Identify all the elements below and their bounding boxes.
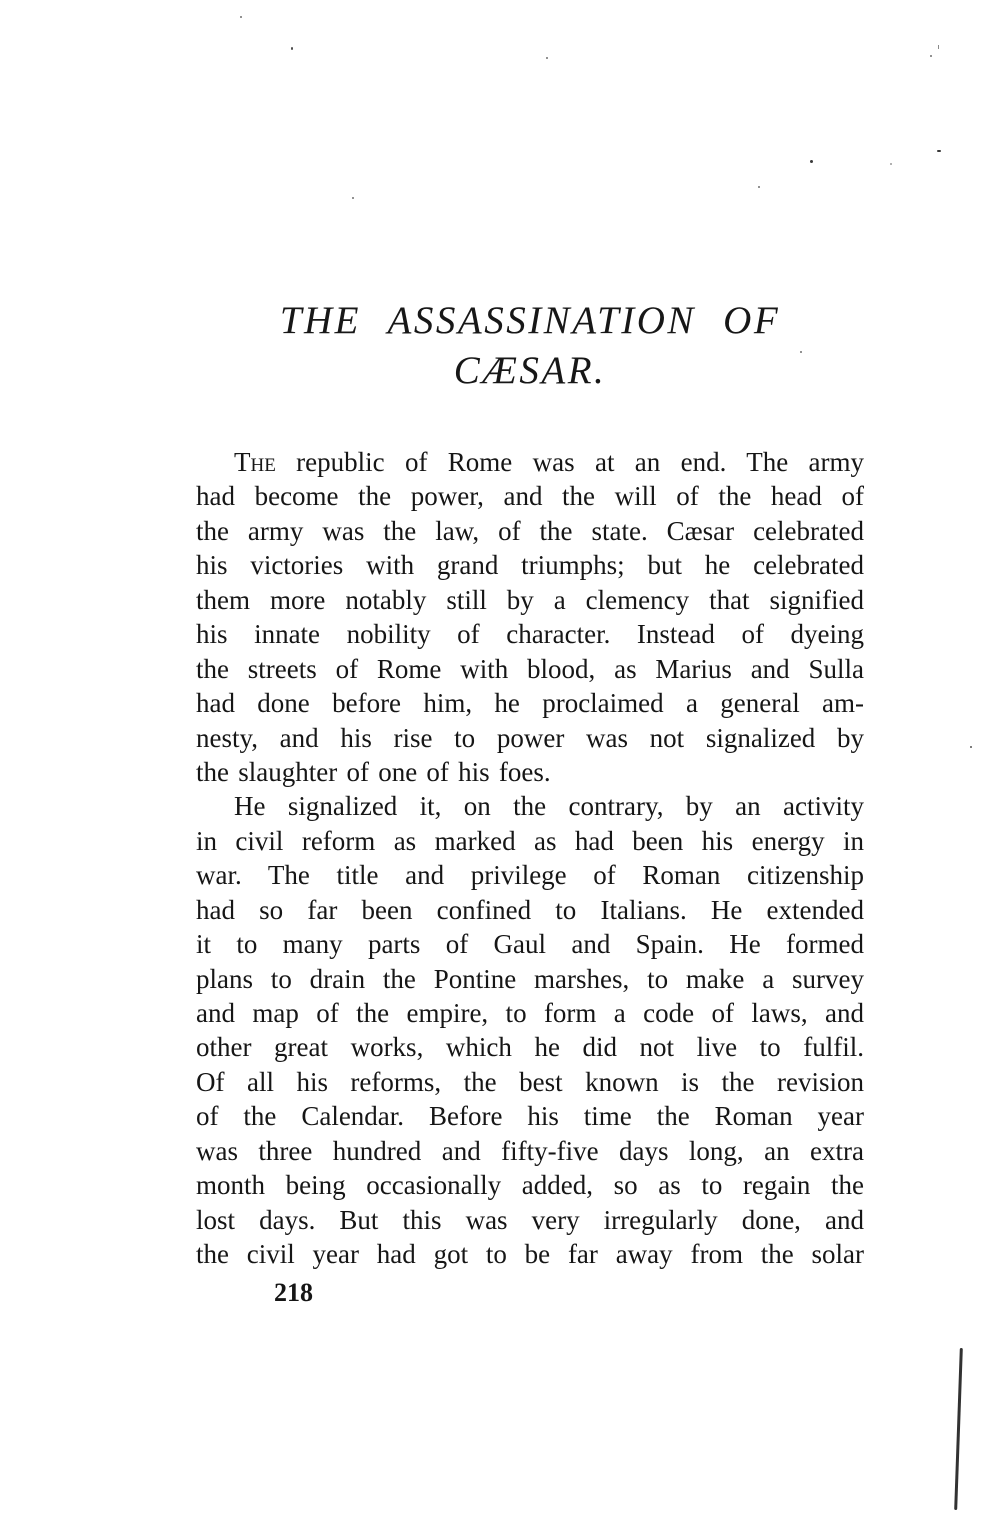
body-text (196, 445, 864, 1272)
text-line: had so far been confined to Italians. He extended (196, 894, 864, 925)
chapter-title-line1: THE ASSASSINATION OF (279, 299, 781, 342)
scan-artifact-line (954, 1348, 962, 1510)
scan-speck (240, 16, 242, 18)
scan-speck (291, 47, 293, 50)
scan-speck (938, 45, 939, 49)
text-line: it to many parts of Gaul and Spain. He formed (196, 929, 864, 960)
text-line: Of all his reforms, the best known is the revision (196, 1066, 864, 1097)
text-line: his innate nobility of character. Instead of dyeing (196, 619, 864, 650)
text-line: them more notably still by a clemency that signified (196, 584, 864, 615)
text-line (196, 445, 864, 479)
scan-speck (937, 150, 941, 152)
text-line: lost days. But this was very irregularly done, and (196, 1204, 864, 1235)
text-line: his victories with grand triumphs; but he celebrated (196, 550, 864, 581)
text-line: in civil reform as marked as had been his energy in (196, 825, 864, 856)
text-line: was three hundred and fifty-five days long, an extra (196, 1135, 864, 1166)
text-line: the civil year had got to be far away from the solar (196, 1239, 864, 1270)
scan-speck (930, 55, 932, 57)
page-number: 218 (274, 1278, 313, 1307)
scan-speck (352, 197, 354, 199)
text-line: of the Calendar. Before his time the Roman year (196, 1101, 864, 1132)
text-line: had become the power, and the will of the head of (196, 481, 864, 512)
text-line: nesty, and his rise to power was not signalized by (196, 722, 864, 753)
text-line: had done before him, he proclaimed a general am- (196, 688, 864, 719)
text-line: month being occasionally added, so as to regain the (196, 1170, 864, 1201)
scan-speck (810, 160, 813, 163)
text-line: the slaughter of one of his foes. (196, 756, 551, 787)
text-line: and map of the empire, to form a code of laws, and (196, 998, 864, 1028)
paragraph-opener: The (234, 447, 276, 477)
scan-speck (758, 186, 760, 188)
chapter-title (186, 296, 874, 396)
text-line: war. The title and privilege of Roman citizenship (196, 860, 864, 891)
text-line: the army was the law, of the state. Cæsar celebrated (196, 515, 864, 546)
chapter-title-line2: CÆSAR. (453, 349, 607, 392)
text-line: the streets of Rome with blood, as Marius and Sulla (196, 653, 864, 684)
scan-speck (890, 163, 892, 165)
scan-speck (546, 57, 548, 59)
text-line: other great works, which he did not live to fulfil. (196, 1032, 864, 1063)
scan-speck (800, 351, 802, 353)
text-line: plans to drain the Pontine marshes, to make a survey (196, 963, 864, 994)
text-line: He signalized it, on the contrary, by an activity (234, 791, 864, 822)
text-line-rest: republic of Rome was at an end. The army (275, 447, 864, 477)
scan-speck (970, 746, 972, 748)
